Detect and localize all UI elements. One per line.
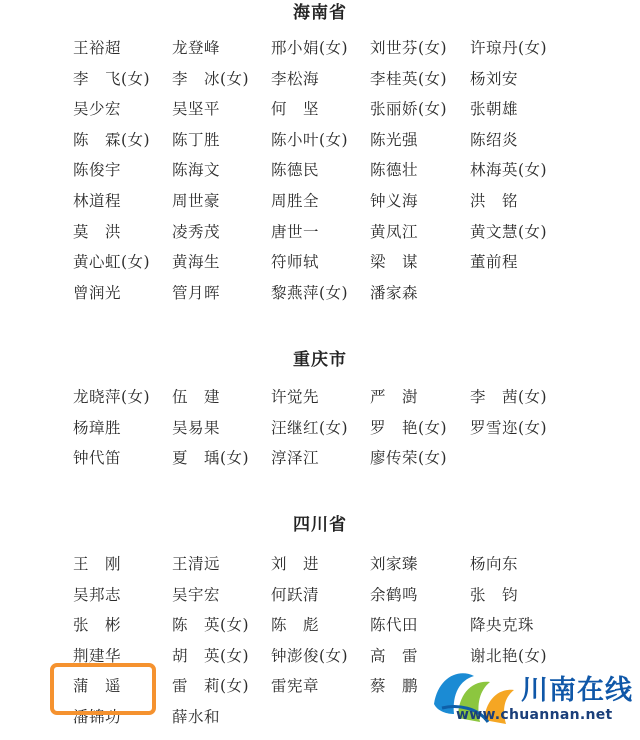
name-entry: 林海英(女): [470, 161, 548, 180]
name-entry: 何 坚: [271, 100, 320, 119]
name-entry: 李 茜(女): [470, 388, 548, 406]
name-entry: 吴少宏: [73, 100, 122, 119]
name-entry: 钟义海: [370, 191, 419, 210]
name-entry: 凌秀茂: [172, 222, 221, 241]
name-entry: 余鹤鸣: [370, 585, 419, 604]
name-entry: 吴易果: [172, 418, 221, 437]
name-entry: 许琼丹(女): [470, 39, 548, 57]
name-entry: 刘世芬(女): [370, 39, 448, 57]
name-grid: [73, 33, 593, 308]
name-entry: 洪 铭: [470, 191, 519, 210]
name-entry: 陈德民: [271, 161, 320, 180]
name-entry: 陈丁胜: [172, 130, 221, 149]
name-entry: 陈代田: [370, 616, 419, 635]
name-entry: 陈 霖(女): [73, 130, 151, 149]
name-entry: 邢小娟(女): [271, 39, 349, 57]
name-entry: 吴宇宏: [172, 585, 221, 604]
name-entry: 伍 建: [172, 388, 221, 406]
section-title: 海南省: [293, 3, 347, 23]
highlight-box: [50, 663, 156, 715]
name-entry: 何跃清: [271, 585, 320, 604]
name-entry: 黄凤江: [370, 222, 419, 241]
name-entry: 陈光强: [370, 130, 419, 149]
name-entry: 周胜全: [271, 191, 320, 210]
name-entry: 刘 进: [271, 555, 320, 573]
name-entry: 吴坚平: [172, 100, 221, 119]
watermark-title: 川南在线: [521, 675, 633, 706]
name-entry: 龙登峰: [172, 39, 221, 57]
name-entry: 薛水和: [172, 707, 221, 726]
name-entry: 王 刚: [73, 555, 122, 573]
name-entry: 夏 瑀(女): [172, 449, 250, 468]
name-entry: 钟澎俊(女): [271, 646, 349, 665]
name-entry: 胡 英(女): [172, 646, 250, 665]
name-entry: 黎燕萍(女): [271, 283, 349, 302]
name-entry: 黄心虹(女): [73, 253, 151, 272]
name-entry: 杨刘安: [470, 69, 519, 88]
name-entry: 张 彬: [73, 616, 122, 635]
name-grid: [73, 382, 593, 474]
name-entry: 周世豪: [172, 191, 221, 210]
watermark-url: www.chuannan.net: [456, 707, 613, 723]
name-entry: 管月晖: [172, 283, 221, 302]
name-entry: 梁 谋: [370, 253, 419, 272]
name-entry: 王裕超: [73, 39, 122, 57]
name-entry: 符师轼: [271, 253, 320, 272]
name-entry: 龙晓萍(女): [73, 388, 151, 406]
name-entry: 蔡 鹏: [370, 677, 419, 696]
name-entry: 张朝雄: [470, 100, 519, 119]
name-entry: 黄文慧(女): [470, 222, 548, 241]
name-entry: 陈绍炎: [470, 130, 519, 149]
name-entry: 陈俊宇: [73, 161, 122, 180]
name-entry: 张 钧: [470, 585, 519, 604]
name-entry: 罗 艳(女): [370, 418, 448, 437]
name-entry: 陈海文: [172, 161, 221, 180]
name-entry: 李松海: [271, 69, 320, 88]
name-entry: 李 冰(女): [172, 69, 250, 88]
name-entry: 曾润光: [73, 283, 122, 302]
name-entry: 雷宪章: [271, 677, 320, 696]
name-entry: 降央克珠: [470, 616, 535, 635]
name-entry: 陈小叶(女): [271, 130, 349, 149]
name-entry: 严 澍: [370, 388, 419, 406]
name-entry: 刘家臻: [370, 555, 419, 573]
name-entry: 陈 彪: [271, 616, 320, 635]
name-entry: 淳泽江: [271, 449, 320, 468]
name-entry: 罗雪迩(女): [470, 418, 548, 437]
section-title: 四川省: [293, 515, 347, 535]
watermark: [420, 660, 640, 740]
name-entry: 杨璋胜: [73, 418, 122, 437]
name-entry: 许觉先: [271, 388, 320, 406]
name-entry: 潘家森: [370, 283, 419, 302]
name-entry: 谢北艳(女): [470, 646, 548, 665]
name-entry: 钟代笛: [73, 449, 122, 468]
name-entry: 杨向东: [470, 555, 519, 573]
name-entry: 李 飞(女): [73, 69, 151, 88]
name-entry: 唐世一: [271, 222, 320, 241]
name-entry: 黄海生: [172, 253, 221, 272]
name-entry: 李桂英(女): [370, 69, 448, 88]
name-entry: 林道程: [73, 191, 122, 210]
name-entry: 雷 莉(女): [172, 677, 250, 696]
name-entry: 陈德壮: [370, 161, 419, 180]
section-title: 重庆市: [293, 350, 347, 370]
name-entry: 蒲 遥: [73, 677, 122, 696]
name-entry: 潘锦功: [73, 707, 122, 726]
name-entry: 荆建华: [73, 646, 122, 665]
name-entry: 张丽娇(女): [370, 100, 448, 119]
name-entry: 高 雷: [370, 646, 419, 665]
name-entry: 汪继红(女): [271, 418, 349, 437]
name-entry: 莫 洪: [73, 222, 122, 241]
name-entry: 廖传荣(女): [370, 449, 448, 468]
name-entry: 陈 英(女): [172, 616, 250, 635]
name-entry: 吴邦志: [73, 585, 122, 604]
name-entry: 董前程: [470, 253, 519, 272]
name-entry: 王清远: [172, 555, 221, 573]
